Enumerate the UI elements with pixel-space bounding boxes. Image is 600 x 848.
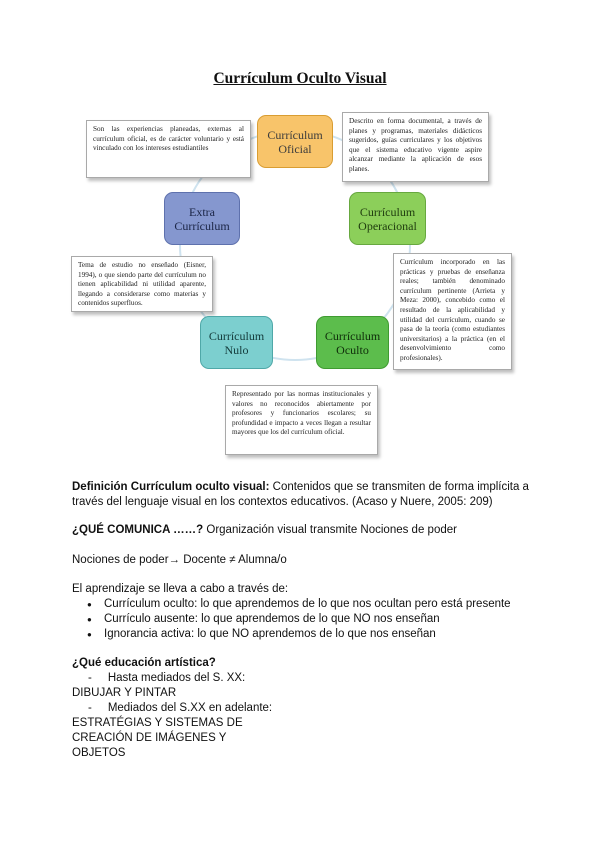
list-item: ● Ignorancia activa: lo que NO aprendemos de lo que nos enseñan	[82, 627, 552, 642]
node-curriculum-oficial: Currículum Oficial	[257, 115, 333, 168]
que-comunica-label: ¿QUÉ COMUNICA ……?	[72, 524, 204, 536]
answer-2-line-3: OBJETOS	[72, 747, 126, 759]
note-curriculum-nulo: Tema de estudio no enseñado (Eisner, 1994), o que siendo parte del currículum no tienen aplicabilidad ni utilidad aparente, llegando a considerarse como materias y contenidos superfluos.	[71, 256, 213, 312]
node-curriculum-operacional: Currículum Operacional	[349, 192, 426, 245]
period-1	[88, 671, 488, 686]
answer-2-line-1: ESTRATÉGIAS Y SISTEMAS DE	[72, 717, 243, 729]
period-2	[88, 701, 488, 716]
que-comunica-text: Organización visual transmite Nociones de poder	[203, 524, 457, 536]
page-title: Currículum Oculto Visual	[213, 70, 387, 87]
note-extra-curriculum: Son las experiencias planeadas, externas al currículum oficial, es de carácter voluntario y está vinculado con los intereses estudiantiles	[86, 120, 251, 178]
note-curriculum-operacional: Currículum incorporado en las prácticas y pruebas de enseñanza reales; también denominado currículum pertinente (Arrieta y Meza: 2000), concebido como el resultado de la aplicabilidad y utilidad del currículum, cuando se pasa de la teoría (como estudiantes universitarios) a la práctica (en el desenvolvimiento como profesionales).	[393, 253, 512, 370]
definition-label: Definición Currículum oculto visual:	[72, 481, 270, 493]
dash-marker: -	[88, 702, 108, 714]
answer-2-line-2: CREACIÓN DE IMÁGENES Y	[72, 732, 227, 744]
note-curriculum-oculto: Representado por las normas institucionales y valores no reconocidos abiertamente por profesores y funcionarios escolares; su profundidad e impacto a veces llegan a resultar mayores que los del currículum oficial.	[225, 385, 378, 455]
period-1-text: Hasta mediados del S. XX:	[107, 672, 246, 684]
note-curriculum-oficial: Descrito en forma documental, a través de planes y programas, materiales didácticos sugeridos, guías curriculares y los objetivos que el sistema educativo vigente aspire alcanzar mediante la aplicación de esos planes.	[342, 112, 489, 182]
period-2-text: Mediados del S.XX en adelante:	[107, 702, 273, 714]
node-curriculum-nulo: Currículum Nulo	[200, 316, 273, 369]
educacion-heading: ¿Qué educación artística?	[72, 657, 216, 669]
aprendizaje-list	[82, 597, 552, 643]
list-item: ● Currículum oculto: lo que aprendemos de lo que nos ocultan pero está presente	[82, 597, 552, 612]
definition-paragraph	[72, 480, 532, 510]
dash-marker: -	[88, 672, 108, 684]
aprendizaje-intro: El aprendizaje se lleva a cabo a través de:	[72, 583, 289, 595]
list-item: ● Currículo ausente: lo que aprendemos de lo que NO nos enseñan	[82, 612, 552, 627]
definition-text: Contenidos que se transmiten de forma implícita a través del lenguaje visual en los contextos educativos. (Acaso y Nuere, 2005: 209)	[72, 481, 529, 509]
nociones-de-poder: Nociones de poder→ Docente ≠ Alumna/o	[72, 554, 287, 566]
que-comunica-paragraph	[72, 523, 532, 538]
answer-1: DIBUJAR Y PINTAR	[72, 687, 177, 699]
node-extra-curriculum: Extra Currículum	[164, 192, 240, 245]
node-curriculum-oculto: Currículum Oculto	[316, 316, 389, 369]
